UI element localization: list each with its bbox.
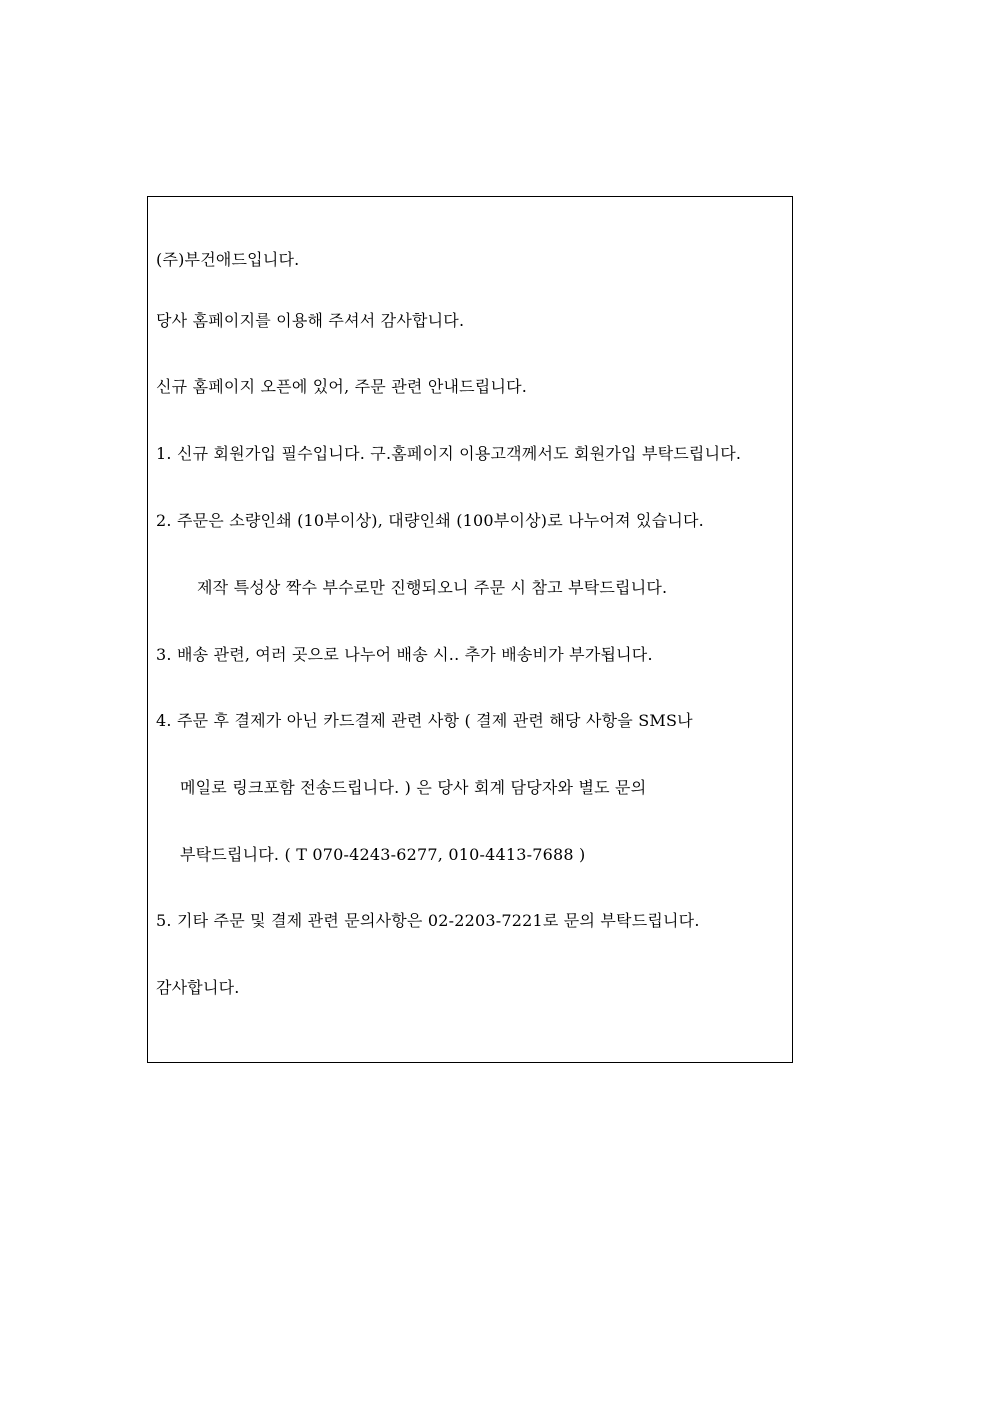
notice-item-4-continued: 메일로 링크포함 전송드립니다. ) 은 당사 회계 담당자와 별도 문의: [180, 778, 647, 797]
closing-text: 감사합니다.: [156, 978, 240, 997]
notice-item-4: 4. 주문 후 결제가 아닌 카드결제 관련 사항 ( 결제 관련 해당 사항을 SMS나: [156, 711, 693, 730]
notice-item-5: 5. 기타 주문 및 결제 관련 문의사항은 02-2203-7221로 문의 부탁드립니다.: [156, 911, 700, 930]
notice-item-3: 3. 배송 관련, 여러 곳으로 나누어 배송 시.. 추가 배송비가 부가됩니다.: [156, 645, 653, 664]
notice-item-4-contact: 부탁드립니다. ( T 070-4243-6277, 010-4413-7688 ): [180, 845, 586, 864]
notice-item-1: 1. 신규 회원가입 필수입니다. 구.홈페이지 이용고객께서도 회원가입 부탁드립니다.: [156, 444, 742, 463]
greeting-text: (주)부건애드입니다.: [156, 250, 300, 269]
thanks-text: 당사 홈페이지를 이용해 주셔서 감사합니다.: [156, 311, 465, 330]
notice-item-2-continued: 제작 특성상 짝수 부수로만 진행되오니 주문 시 참고 부탁드립니다.: [197, 578, 668, 597]
notice-item-2: 2. 주문은 소량인쇄 (10부이상), 대량인쇄 (100부이상)로 나누어져 있습니다.: [156, 511, 704, 530]
notice-box: [147, 196, 793, 1063]
intro-text: 신규 홈페이지 오픈에 있어, 주문 관련 안내드립니다.: [156, 377, 528, 396]
